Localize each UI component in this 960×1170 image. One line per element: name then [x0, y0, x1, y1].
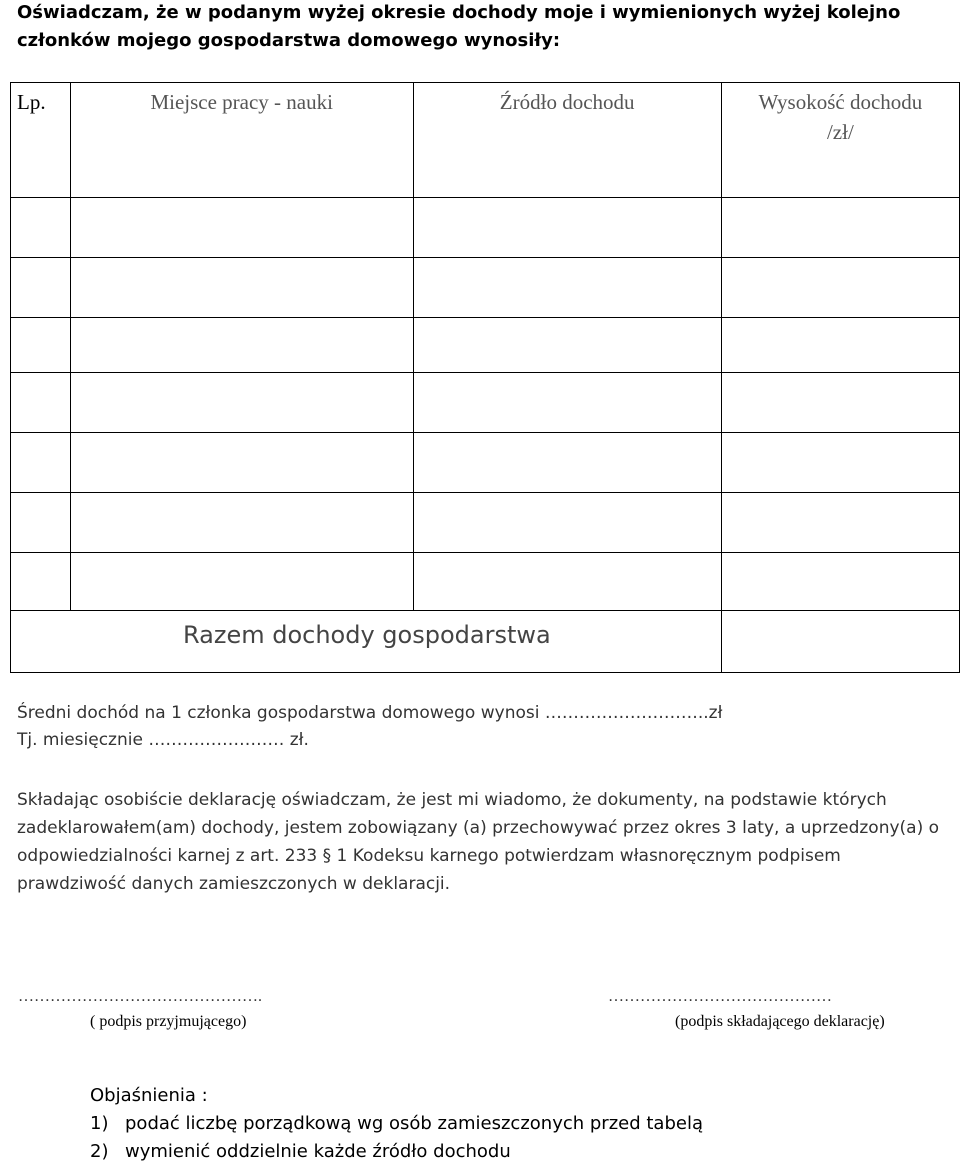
cell-lp[interactable] [11, 198, 71, 258]
signature-label-receiver: ( podpis przyjmującego) [90, 1013, 247, 1030]
explanation-number: 1) [90, 1113, 109, 1134]
explanation-item [90, 1113, 703, 1134]
cell-place[interactable] [70, 493, 413, 553]
monthly-income-line [17, 730, 309, 750]
table-row [11, 258, 960, 318]
cell-place[interactable] [70, 373, 413, 433]
cell-lp[interactable] [11, 553, 71, 611]
table-row [11, 198, 960, 258]
cell-lp[interactable] [11, 318, 71, 373]
table-header-row [11, 83, 960, 198]
cell-place[interactable] [70, 318, 413, 373]
signature-label-declarant: (podpis składającego deklarację) [675, 1013, 885, 1030]
declaration-text: Składając osobiście deklarację oświadczam, że jest mi wiadomo, że dokumenty, na podstawie których zadeklarowałem(am) dochody, jestem zobowiązany (a) przechowywać przez okres 3 laty, a uprzedzony(a) o odpowiedzialności karnej z art. 233 § 1 Kodeksu karnego potwierdzam własnoręcznym podpisem prawdziwość danych zamieszczonych w deklaracji. [17, 790, 940, 894]
cell-amount[interactable] [721, 258, 959, 318]
explanation-number: 2) [90, 1141, 109, 1162]
cell-place[interactable] [70, 433, 413, 493]
cell-source[interactable] [413, 258, 721, 318]
header-source: Źródło dochodu [413, 83, 721, 198]
cell-amount[interactable] [721, 318, 959, 373]
explanations-title: Objaśnienia : [90, 1085, 208, 1106]
average-income-line [17, 703, 722, 723]
table-row [11, 493, 960, 553]
explanation-item [90, 1141, 511, 1162]
heading-line-2: członków mojego gospodarstwa domowego wynosiły: [17, 30, 561, 51]
header-amount-line2: /zł/ [826, 120, 854, 144]
income-table [10, 82, 960, 673]
cell-source[interactable] [413, 433, 721, 493]
table-row [11, 553, 960, 611]
cell-place[interactable] [70, 198, 413, 258]
cell-amount[interactable] [721, 493, 959, 553]
sum-label: Razem dochody gospodarstwa [11, 611, 722, 673]
monthly-income-blank[interactable]: …………………… zł. [148, 730, 309, 750]
header-place: Miejsce pracy - nauki [70, 83, 413, 198]
cell-amount[interactable] [721, 553, 959, 611]
cell-source[interactable] [413, 198, 721, 258]
average-income-blank[interactable]: ………………………..zł [544, 703, 723, 723]
cell-lp[interactable] [11, 493, 71, 553]
cell-amount[interactable] [721, 433, 959, 493]
explanation-text: wymienić oddzielnie każde źródło dochodu [125, 1141, 511, 1162]
cell-place[interactable] [70, 553, 413, 611]
table-row [11, 433, 960, 493]
table-row [11, 318, 960, 373]
signature-line-receiver[interactable]: ………………………………………. [18, 988, 262, 1005]
cell-amount[interactable] [721, 373, 959, 433]
cell-lp[interactable] [11, 433, 71, 493]
signature-line-declarant[interactable]: …………………………………… [608, 988, 832, 1005]
cell-source[interactable] [413, 373, 721, 433]
table-row [11, 373, 960, 433]
sum-value[interactable] [721, 611, 959, 673]
table-sum-row [11, 611, 960, 673]
header-amount [721, 83, 959, 198]
explanation-text: podać liczbę porządkową wg osób zamieszczonych przed tabelą [125, 1113, 703, 1134]
cell-source[interactable] [413, 553, 721, 611]
monthly-income-label: Tj. miesięcznie [17, 730, 149, 750]
cell-lp[interactable] [11, 258, 71, 318]
cell-place[interactable] [70, 258, 413, 318]
cell-lp[interactable] [11, 373, 71, 433]
cell-source[interactable] [413, 493, 721, 553]
average-income-label: Średni dochód na 1 członka gospodarstwa domowego wynosi [17, 703, 545, 723]
cell-amount[interactable] [721, 198, 959, 258]
header-lp: Lp. [11, 83, 71, 198]
declaration-paragraph [17, 786, 952, 898]
header-amount-line1: Wysokość dochodu [758, 90, 923, 114]
cell-source[interactable] [413, 318, 721, 373]
heading-line-1: Oświadczam, że w podanym wyżej okresie dochody moje i wymienionych wyżej kolejno [17, 2, 901, 23]
